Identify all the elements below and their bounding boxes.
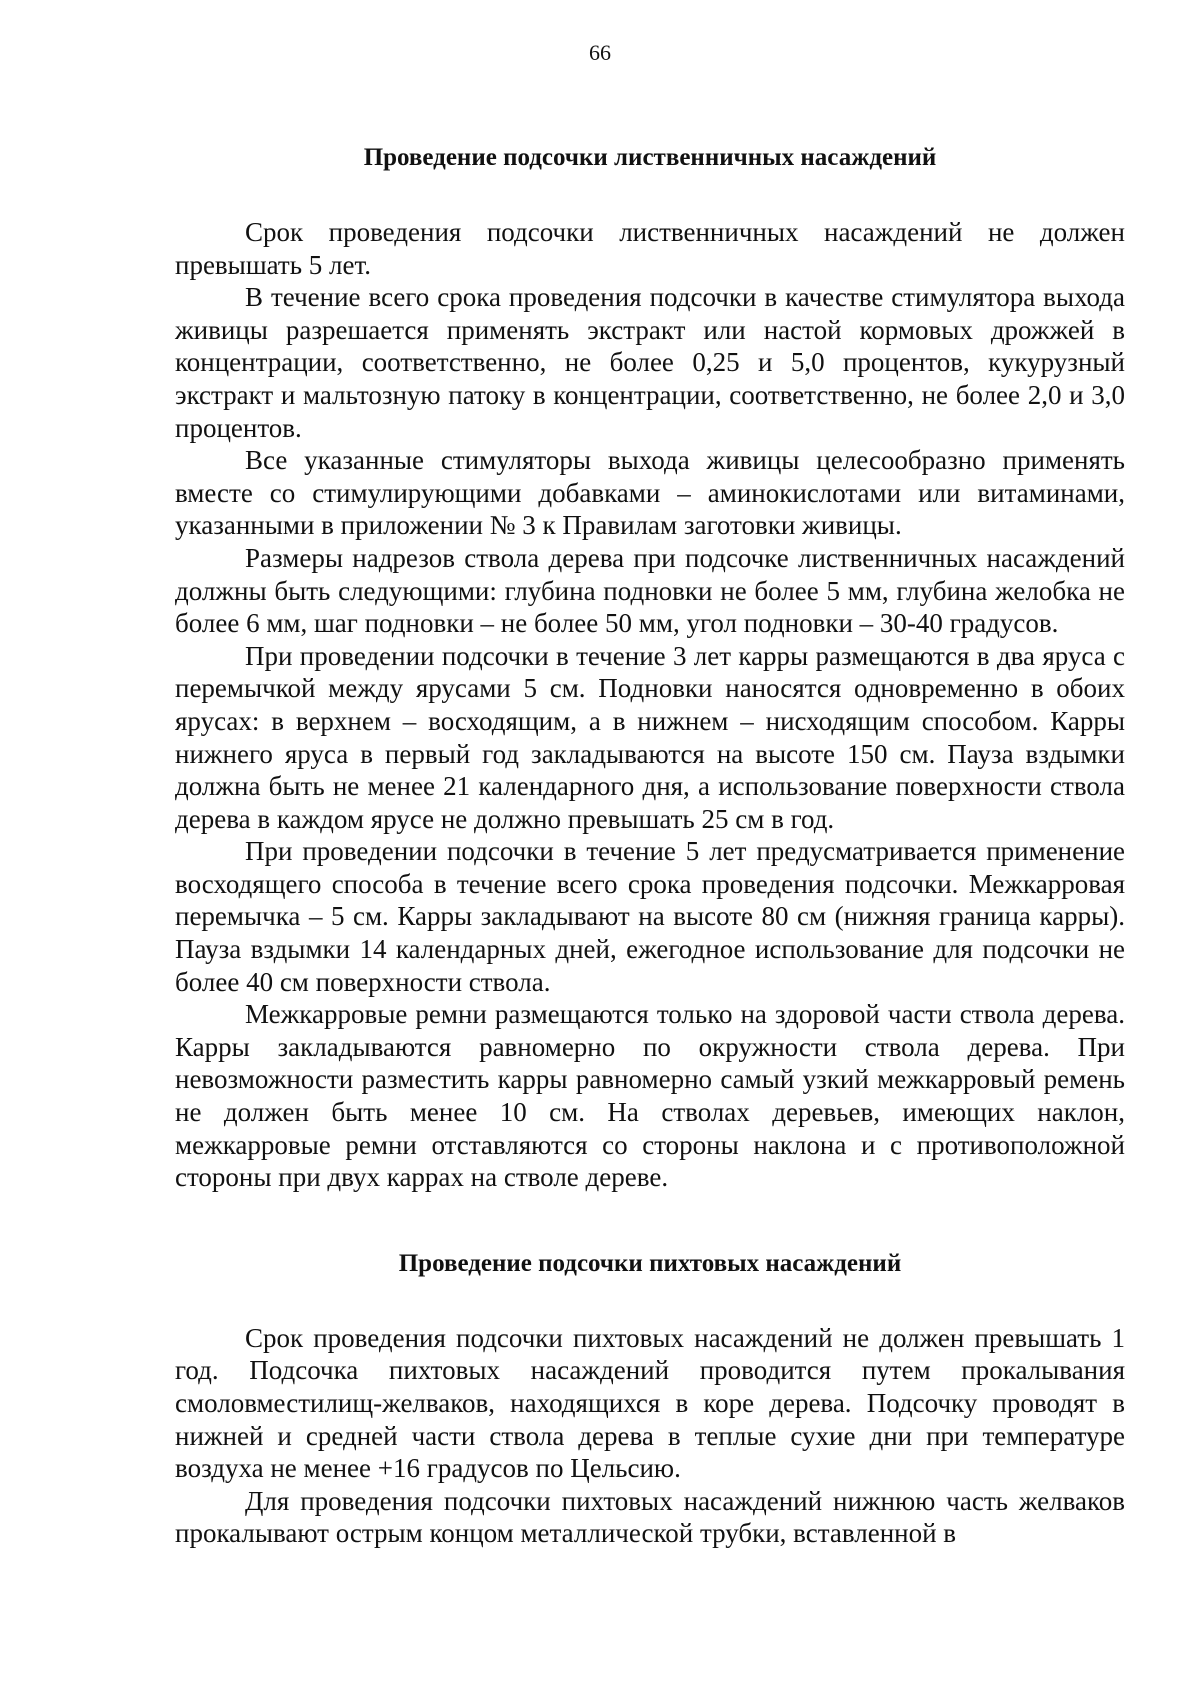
section-title-larch: Проведение подсочки лиственничных насаждений <box>363 144 937 171</box>
section-title-fir: Проведение подсочки пихтовых насаждений <box>398 1249 902 1277</box>
paragraph: Для проведения подсочки пихтовых насаждений нижнюю часть желваков прокалывают острым концом металлической трубки, вставленной в <box>175 1485 1125 1549</box>
document-body <box>175 142 1125 1550</box>
paragraph: В течение всего срока проведения подсочки в качестве стимулятора выхода живицы разрешается применять экстракт или настой кормовых дрожжей в концентрации, соответственно, не более 0,25 и 5,0 процентов, кукурузный экстракт и мальтозную патоку в концентрации, соответственно, не более 2,0 и 3,0 процентов. <box>175 282 1125 443</box>
paragraph: Все указанные стимуляторы выхода живицы целесообразно применять вместе со стимулирующими добавками – аминокислотами или витаминами, указанными в приложении № 3 к Правилам заготовки живицы. <box>175 445 1125 541</box>
paragraph: Размеры надрезов ствола дерева при подсочке лиственничных насаждений должны быть следующими: глубина подновки не более 5 мм, глубина желобка не более 6 мм, шаг подновки – не более 50 мм, угол подновки – 30-40 градусов. <box>175 542 1125 639</box>
paragraph: Срок проведения подсочки пихтовых насаждений не должен превышать 1 год. Подсочка пихтовых насаждений проводится путем прокалывания смоловместилищ-желваков, находящихся в коре дерева. Подсочку проводят в нижней и средней части ствола дерева в теплые сухие дни при температуре воздуха не менее +16 градусов по Цельсию. <box>175 1322 1125 1484</box>
paragraph: Срок проведения подсочки лиственничных насаждений не должен превышать 5 лет. <box>175 217 1125 280</box>
paragraph: При проведении подсочки в течение 5 лет предусматривается применение восходящего способа в течение всего срока проведения подсочки. Межкарровая перемычка – 5 см. Карры закладывают на высоте 80 см (нижняя граница карры). Пауза вздымки 14 календарных дней, ежегодное использование для подсочки не более 40 см поверхности ствола. <box>175 836 1125 997</box>
page-number: 66 <box>589 40 611 65</box>
paragraph: Межкарровые ремни размещаются только на здоровой части ствола дерева. Карры закладываются равномерно по окружности ствола дерева. При невозможности разместить карры равномерно самый узкий межкарровый ремень не должен быть менее 10 см. На стволах деревьев, имеющих наклон, межкарровые ремни отставляются со стороны наклона и с противоположной стороны при двух каррах на стволе дереве. <box>175 999 1125 1193</box>
paragraph: При проведении подсочки в течение 3 лет карры размещаются в два яруса с перемычкой между ярусами 5 см. Подновки наносятся одновременно в обоих ярусах: в верхнем – восходящим, а в нижнем – нисходящим способом. Карры нижнего яруса в первый год закладываются на высоте 150 см. Пауза вздымки должна быть не менее 21 календарного дня, а использование поверхности ствола дерева в каждом ярусе не должно превышать 25 см в год. <box>175 640 1125 834</box>
